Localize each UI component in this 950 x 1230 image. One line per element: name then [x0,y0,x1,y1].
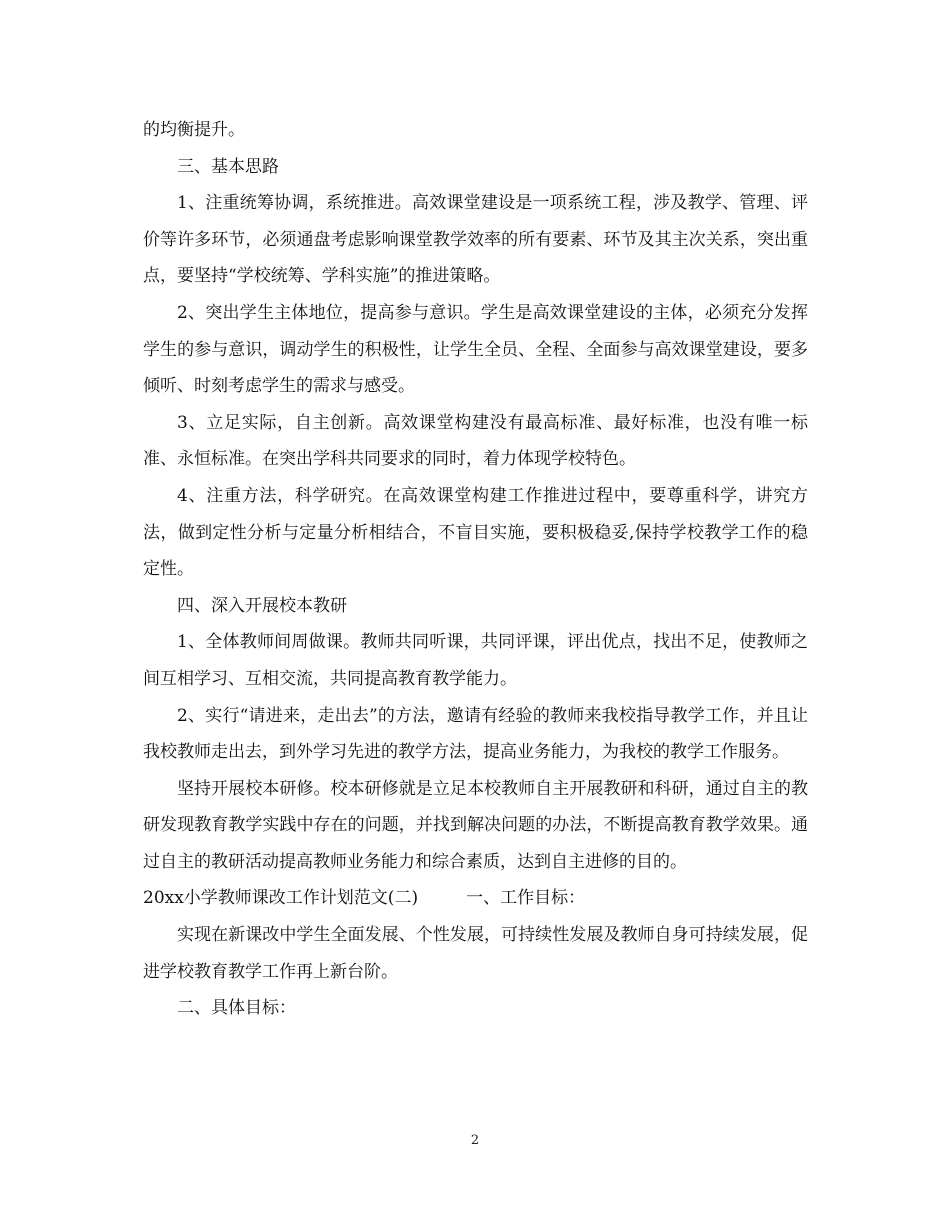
document-title: 20xx小学教师课改工作计划范文(二) [143,888,419,909]
paragraph: 的均衡提升。 [143,120,245,140]
paragraph: 2、实行“请进来，走出去”的方法，邀请有经验的教师来我校指导教学工作，并且让我校教师走出去，到外学习先进的教学方法，提高业务能力，为我校的教学工作服务。 [143,705,808,763]
paragraph: 坚持开展校本研修。校本研修就是立足本校教师自主开展教研和科研，通过自主的教研发现教育教学实践中存在的问题，并找到解决问题的办法，不断提高教育教学效果。通过自主的教研活动提高教师业务能力和综合素质，达到自主进修的目的。 [143,778,808,872]
document-title-line [143,880,808,917]
paragraph: 1、注重统筹协调，系统推进。高效课堂建设是一项系统工程，涉及教学、管理、评价等许多环节，必须通盘考虑影响课堂教学效率的所有要素、环节及其主次关系，突出重点，要坚持“学校统筹、学科实施”的推进策略。 [143,193,808,287]
section-heading: 四、深入开展校本教研 [177,595,347,616]
paragraph: 2、突出学生主体地位，提高参与意识。学生是高效课堂建设的主体，必须充分发挥学生的参与意识，调动学生的积极性，让学生全员、全程、全面参与高效课堂建设，要多倾听、时刻考虑学生的需求与感受。 [143,302,808,397]
paragraph: 4、注重方法，科学研究。在高效课堂构建工作推进过程中，要尊重科学，讲究方法，做到定性分析与定量分析相结合，不盲目实施，要积极稳妥,保持学校教学工作的稳定性。 [143,485,808,580]
paragraph: 3、立足实际，自主创新。高效课堂构建没有最高标准、最好标准，也没有唯一标准、永恒标准。在突出学科共同要求的同时，着力体现学校特色。 [143,412,808,470]
paragraph: 1、全体教师间周做课。教师共同听课，共同评课，评出优点，找出不足，使教师之间互相学习、互相交流，共同提高教育教学能力。 [143,632,808,689]
paragraph: 实现在新课改中学生全面发展、个性发展，可持续性发展及教师自身可持续发展，促进学校教育教学工作再上新台阶。 [143,925,808,982]
page-number: 2 [470,1133,480,1148]
section-heading: 三、基本思路 [177,156,279,177]
section-heading: 一、工作目标： [466,888,586,909]
document-body [143,112,808,1027]
section-heading: 二、具体目标： [177,998,296,1019]
